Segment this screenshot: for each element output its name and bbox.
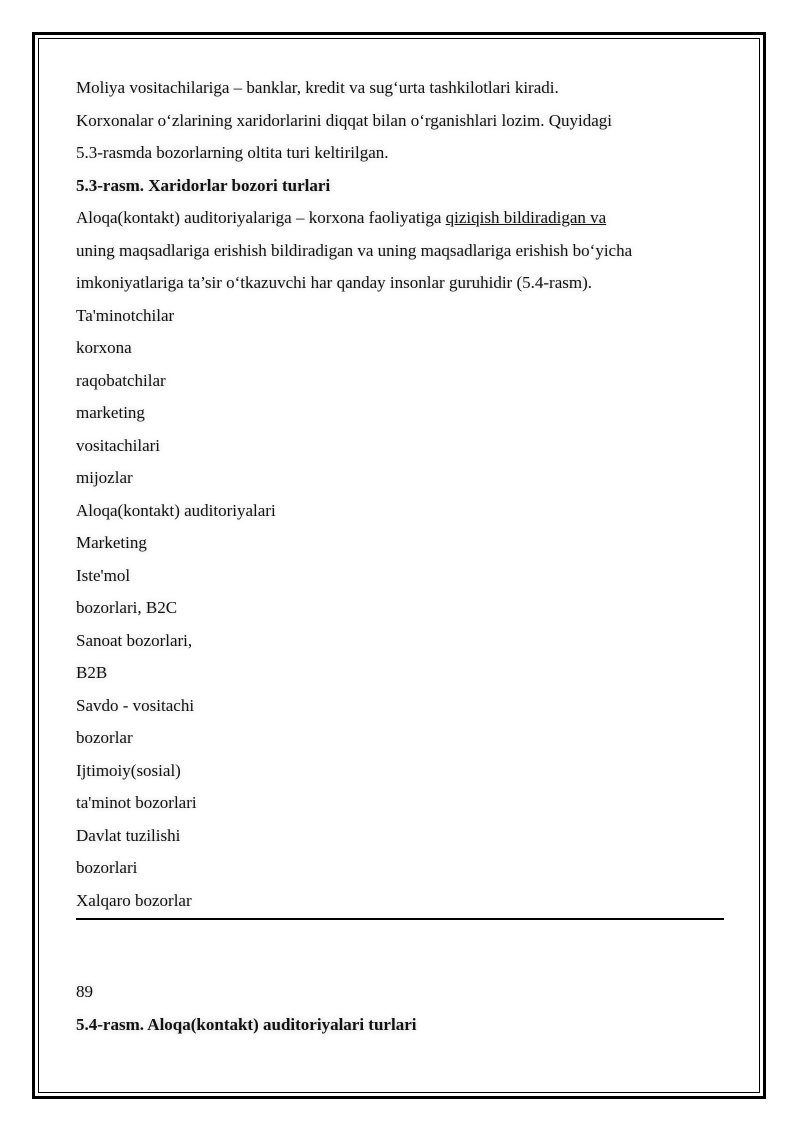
figure-label: Savdo - vositachi (76, 695, 195, 715)
figure-label: Davlat tuzilishi (76, 825, 181, 845)
figure-label: Aloqa(kontakt) auditoriyalari (76, 500, 276, 520)
figure-label: korxona (76, 338, 132, 357)
figure-label: Iste'mol (76, 565, 131, 585)
figure-label: ta'minot bozorlari (76, 793, 197, 812)
figure-label: Ijtimoiy(sosial) (76, 760, 181, 780)
figure-label: Xalqaro bozorlar (76, 890, 192, 910)
paragraph-line: Moliya vositachilariga – banklar, kredit va sug‘urta tashkilotlari kiradi. (76, 78, 559, 97)
figure-label: Marketing (76, 533, 147, 552)
figure-label: bozorlari, B2C (76, 598, 178, 617)
figure-label: marketing (76, 403, 145, 422)
paragraph-line: imkoniyatlariga ta’sir o‘tkazuvchi har qanday insonlar guruhidir (5.4-rasm). (76, 273, 592, 292)
figure-label: bozorlar (76, 728, 133, 747)
figure-label: vositachilari (76, 435, 161, 455)
paragraph-line: 5.3-rasmda bozorlarning oltita turi keltirilgan. (76, 143, 389, 162)
figure-label: raqobatchilar (76, 370, 166, 390)
paragraph-text: Aloqa(kontakt) auditoriyalariga – korxona faoliyatiga (76, 208, 446, 227)
figure-caption-5-3: 5.3-rasm. Xaridorlar bozori turlari (76, 175, 331, 195)
figure-label: B2B (76, 663, 108, 682)
paragraph-line (76, 202, 726, 235)
figure-label: Ta'minotchilar (76, 305, 175, 325)
figure-caption-5-4: 5.4-rasm. Aloqa(kontakt) auditoriyalari turlari (76, 1015, 417, 1034)
horizontal-rule (76, 918, 724, 920)
page-number: 89 (76, 982, 93, 1001)
figure-label: Sanoat bozorlari, (76, 630, 193, 650)
underlined-text: qiziqish bildiradigan va (445, 208, 607, 227)
figure-label: bozorlari (76, 858, 138, 877)
paragraph-line: uning maqsadlariga erishish bildiradigan va uning maqsadlariga erishish bo‘yicha (76, 240, 633, 260)
figure-label: mijozlar (76, 468, 133, 487)
paragraph-line: Korxonalar o‘zlarining xaridorlarini diqqat bilan o‘rganishlari lozim. Quyidagi (76, 110, 612, 130)
page-content (76, 72, 726, 917)
